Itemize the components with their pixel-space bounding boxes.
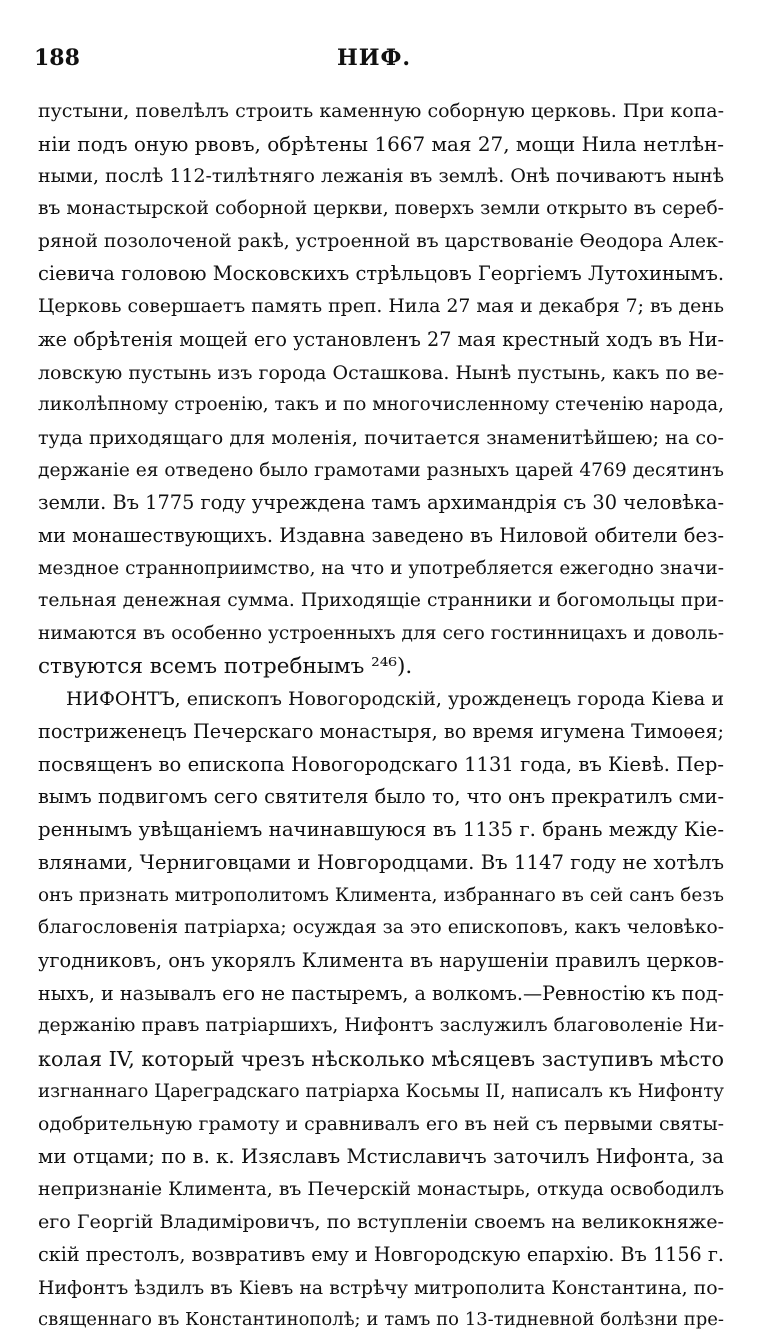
text-line: ныхъ, и называлъ его не пастыремъ, а волкомъ.—Ревностію къ под- [38,981,724,1005]
text-line: ми монашествующихъ. Издавна заведено въ Ниловой обители без- [38,523,724,547]
text-line: нимаются въ особенно устроенныхъ для сего гостинницахъ и доволь- [38,623,724,644]
text-line: влянами, Черниговцами и Новгородцами. Въ 1147 году не хотѣлъ [38,850,724,874]
page-number: 188 [34,45,80,71]
page-header [34,44,714,78]
text-line: изгнаннаго Цареградскаго патріарха Косьмы II, написалъ къ Нифонту [38,1080,724,1102]
text-line: сіевича головою Московскихъ стрѣльцовъ Георгіемъ Лутохинымъ. [38,262,724,286]
text-line: мездное странноприимство, на что и употребляется ежегодно значи- [38,557,724,579]
text-line: скій престолъ, возвративъ ему и Новгородскую епархію. Въ 1156 г. [38,1243,724,1267]
running-head: НИФ. [336,45,412,71]
text-line: одобрительную грамоту и сравнивалъ его въ ней съ первыми святы- [38,1113,724,1136]
text-line: ликолѣпному строенію, такъ и по многочисленному стеченію народа, [38,394,724,416]
body-text [38,95,724,1337]
text-line: реннымъ увѣщаніемъ начинавшуюся въ 1135 г. брань между Кіе- [38,818,724,842]
text-line: посвященъ во епископа Новогородскаго 1131 года, въ Кіевѣ. Пер- [38,752,724,776]
text-line: Церковь совершаетъ память преп. Нила 27 мая и декабря 7; въ день [38,296,724,318]
text-line: держаніе ея отведено было грамотами разныхъ царей 4769 десятинъ [38,459,724,481]
text-line: вымъ подвигомъ сего святителя было то, что онъ прекратилъ сми- [38,785,724,809]
text-line: пустыни, повелѣлъ строить каменную соборную церковь. При копа- [38,100,724,122]
text-line: его Георгій Владиміровичъ, по вступленіи своемъ на великокняже- [38,1210,724,1234]
text-line: земли. Въ 1775 году учреждена тамъ архимандрія съ 30 человѣка- [38,491,724,515]
text-line: колая IV, который чрезъ нѣсколько мѣсяцевъ заступивъ мѣсто [38,1046,724,1071]
text-line: туда приходящаго для моленія, почитается знаменитѣйшею; на со- [38,426,724,449]
text-line: непризнаніе Климента, въ Печерскій монастырь, откуда освободилъ [38,1178,724,1200]
text-line-paragraph-end: ствуются всемъ потребнымъ ²⁴⁶). [38,653,413,679]
text-line: ніи подъ оную рвовъ, обрѣтены 1667 мая 27, мощи Нила нетлѣн- [38,131,724,156]
text-line: благословенія патріарха; осуждая за это епископовъ, какъ человѣко- [38,917,724,939]
text-line: ловскую пустынь изъ города Осташкова. Нынѣ пустынь, какъ по ве- [38,361,724,384]
text-line: постриженецъ Печерскаго монастыря, во время игумена Тимоѳея; [38,720,724,744]
text-line: ряной позолоченой ракѣ, устроенной въ царствованіе Ѳеодора Алек- [38,230,724,252]
text-line: въ монастырской соборной церкви, поверхъ земли открыто въ сереб- [38,198,724,220]
text-line: тельная денежная сумма. Приходящіе странники и богомольцы при- [38,590,724,612]
text-line: Нифонтъ ѣздилъ въ Кіевъ на встрѣчу митрополита Константина, по- [38,1276,724,1299]
text-line: держанію правъ патріаршихъ, Нифонтъ заслужилъ благоволеніе Ни- [38,1015,724,1037]
text-line: ми отцами; по в. к. Изяславъ Мстиславичъ заточилъ Нифонта, за [38,1145,724,1168]
text-line: же обрѣтенія мощей его установленъ 27 мая крестный ходъ въ Ни- [38,327,724,351]
text-line: угодниковъ, онъ укорялъ Климента въ нарушеніи правилъ церков- [38,948,724,972]
text-line-paragraph-start: НИФОНТЪ, епископъ Новогородскій, урожденецъ города Кіева и [66,688,724,711]
text-line: священнаго въ Константинополѣ; и тамъ по 13-тидневной болѣзни пре- [38,1309,724,1331]
text-line: онъ признать митрополитомъ Климента, избраннаго въ сей санъ безъ [38,884,724,906]
text-line: ными, послѣ 112-тилѣтняго лежанія въ землѣ. Онѣ почиваютъ нынѣ [38,165,724,188]
